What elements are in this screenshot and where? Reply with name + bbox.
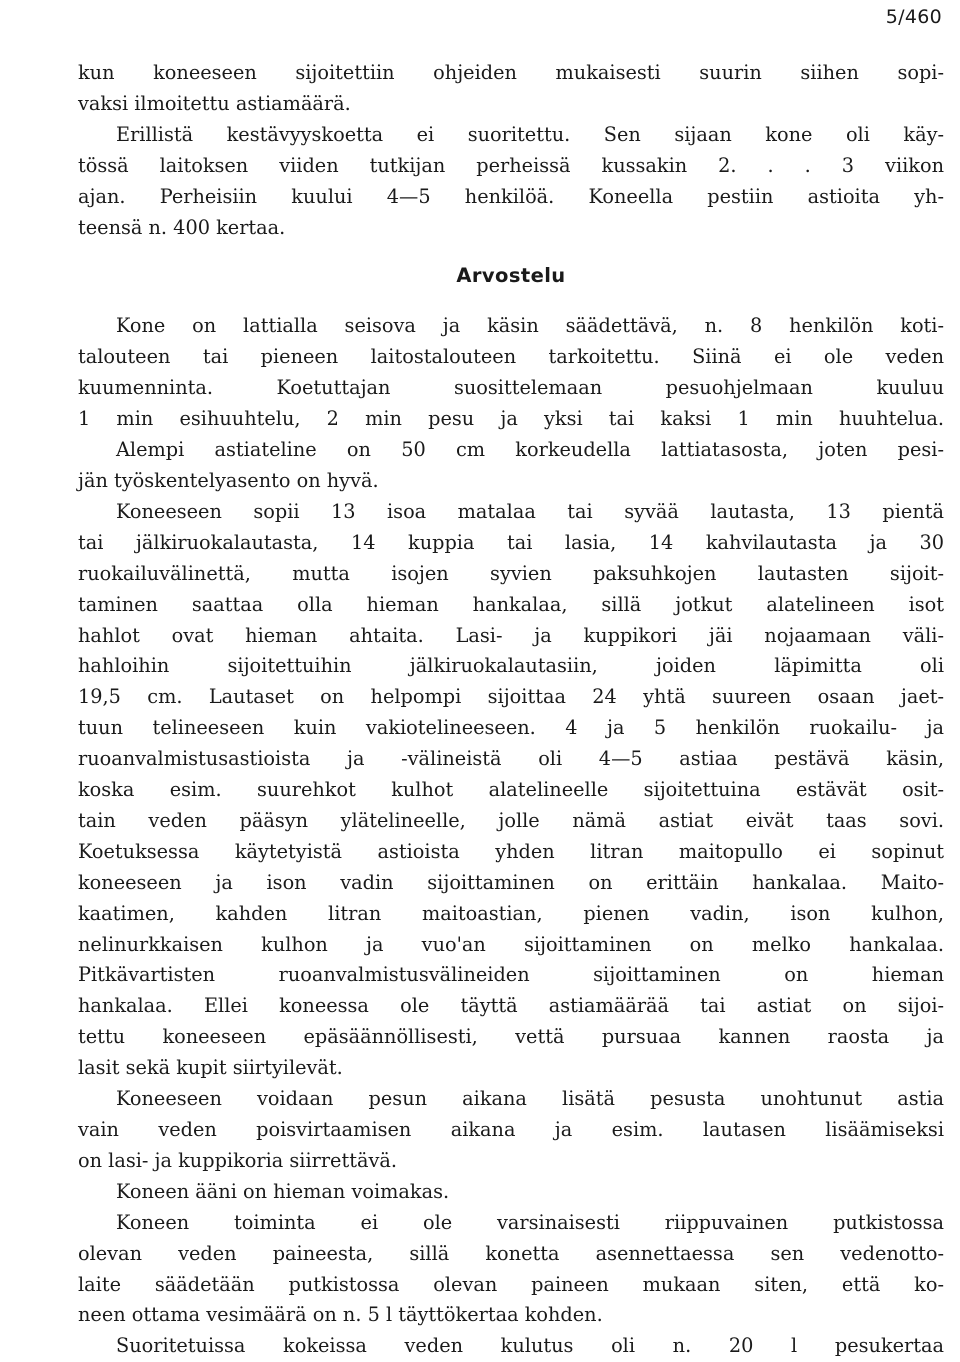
text-line: Koetuksessa käytetyistä astioista yhden litran maitopullo ei sopinut	[78, 839, 944, 863]
text-line: laite säädetään putkistossa olevan paineen mukaan siten, että ko-	[78, 1272, 944, 1296]
text-line: 19,5 cm. Lautaset on helpompi sijoittaa 24 yhtä suureen osaan jaet-	[78, 685, 944, 709]
text-line: neen ottama vesimäärä on n. 5 l täyttökertaa kohden.	[78, 1303, 603, 1327]
text-line: kuumenninta. Koetuttajan suosittelemaan pesuohjelmaan kuuluu	[78, 376, 944, 400]
text-line: taminen saattaa olla hieman hankalaa, sillä jotkut alatelineen isot	[78, 592, 944, 616]
text-line: teensä n. 400 kertaa.	[78, 215, 286, 239]
page-number: 5/460	[885, 6, 942, 28]
text-line: hankalaa. Ellei koneessa ole täyttä astiamäärää tai astiat on sijoi-	[78, 994, 944, 1018]
text-line: koska esim. suurehkot kulhot alatelineelle sijoitettuina estävät osit-	[78, 778, 944, 802]
text-line: Alempi astiateline on 50 cm korkeudella lattiatasosta, joten pesi-	[116, 438, 944, 462]
text-line: ajan. Perheisiin kuului 4—5 henkilöä. Koneella pestiin astioita yh-	[78, 184, 944, 208]
text-line: Koneeseen sopii 13 isoa matalaa tai syvää lautasta, 13 pientä	[116, 499, 944, 523]
text-line: Koneen toiminta ei ole varsinaisesti riippuvainen putkistossa	[116, 1210, 944, 1234]
text-line: Kone on lattialla seisova ja käsin säädettävä, n. 8 henkilön koti-	[116, 314, 944, 338]
text-line: hahloihin sijoitettuihin jälkiruokalautasiin, joiden läpimitta oli	[78, 654, 944, 678]
text-line: ruoanvalmistusastioista ja -välineistä oli 4—5 astiaa pestävä käsin,	[78, 747, 944, 771]
text-line: olevan veden paineesta, sillä konetta asennettaessa sen vedenotto-	[78, 1241, 944, 1265]
text-line: Erillistä kestävyyskoetta ei suoritettu. Sen sijaan kone oli käy-	[116, 122, 944, 146]
text-line: ruokailuvälinettä, mutta isojen syvien paksuhkojen lautasten sijoit-	[78, 561, 944, 585]
text-line: lasit sekä kupit siirtyilevät.	[78, 1056, 343, 1080]
text-line: on lasi- ja kuppikoria siirrettävä.	[78, 1148, 397, 1172]
text-line: kaatimen, kahden litran maitoastian, pienen vadin, ison kulhon,	[78, 901, 944, 925]
text-line: tuun telineeseen kuin vakiotelineeseen. 4 ja 5 henkilön ruokailu- ja	[78, 716, 944, 740]
text-line: tai jälkiruokalautasta, 14 kuppia tai lasia, 14 kahvilautasta ja 30	[78, 530, 944, 554]
text-line: nelinurkkaisen kulhon ja vuo'an sijoittaminen on melko hankalaa.	[78, 932, 944, 956]
text-line: vain veden poisvirtaamisen aikana ja esim. lautasen lisäämiseksi	[78, 1118, 944, 1141]
text-line: Koneen ääni on hieman voimakas.	[116, 1179, 450, 1203]
section-heading: Arvostelu	[456, 264, 566, 288]
text-line: hahlot ovat hieman ahtaita. Lasi- ja kuppikori jäi nojaamaan väli-	[78, 623, 944, 647]
text-line: kun koneeseen sijoitettiin ohjeiden mukaisesti suurin siihen sopi-	[78, 61, 944, 84]
text-line: Suoritetuissa kokeissa veden kulutus oli n. 20 l pesukertaa	[116, 1334, 944, 1358]
text-line: Pitkävartisten ruoanvalmistusvälineiden sijoittaminen on hieman	[78, 963, 944, 987]
text-line: talouteen tai pieneen laitostalouteen tarkoitettu. Siinä ei ole veden	[78, 345, 944, 369]
text-line: tain veden pääsyn ylätelineelle, jolle nämä astiat eivät taas sovi.	[78, 808, 944, 832]
text-line: tössä laitoksen viiden tutkijan perheissä kussakin 2. . . 3 viikon	[78, 153, 944, 177]
document-body	[78, 58, 944, 1362]
text-line: tettu koneeseen epäsäännöllisesti, vettä pursuaa kannen raosta ja	[78, 1025, 944, 1049]
text-line: koneeseen ja ison vadin sijoittaminen on erittäin hankalaa. Maito-	[78, 870, 944, 894]
text-line: jän työskentelyasento on hyvä.	[78, 468, 379, 492]
text-line: vaksi ilmoitettu astiamäärä.	[78, 91, 351, 115]
text-line: Koneeseen voidaan pesun aikana lisätä pesusta unohtunut astia	[116, 1087, 944, 1111]
text-line: 1 min esihuuhtelu, 2 min pesu ja yksi tai kaksi 1 min huuhtelua.	[78, 407, 944, 431]
